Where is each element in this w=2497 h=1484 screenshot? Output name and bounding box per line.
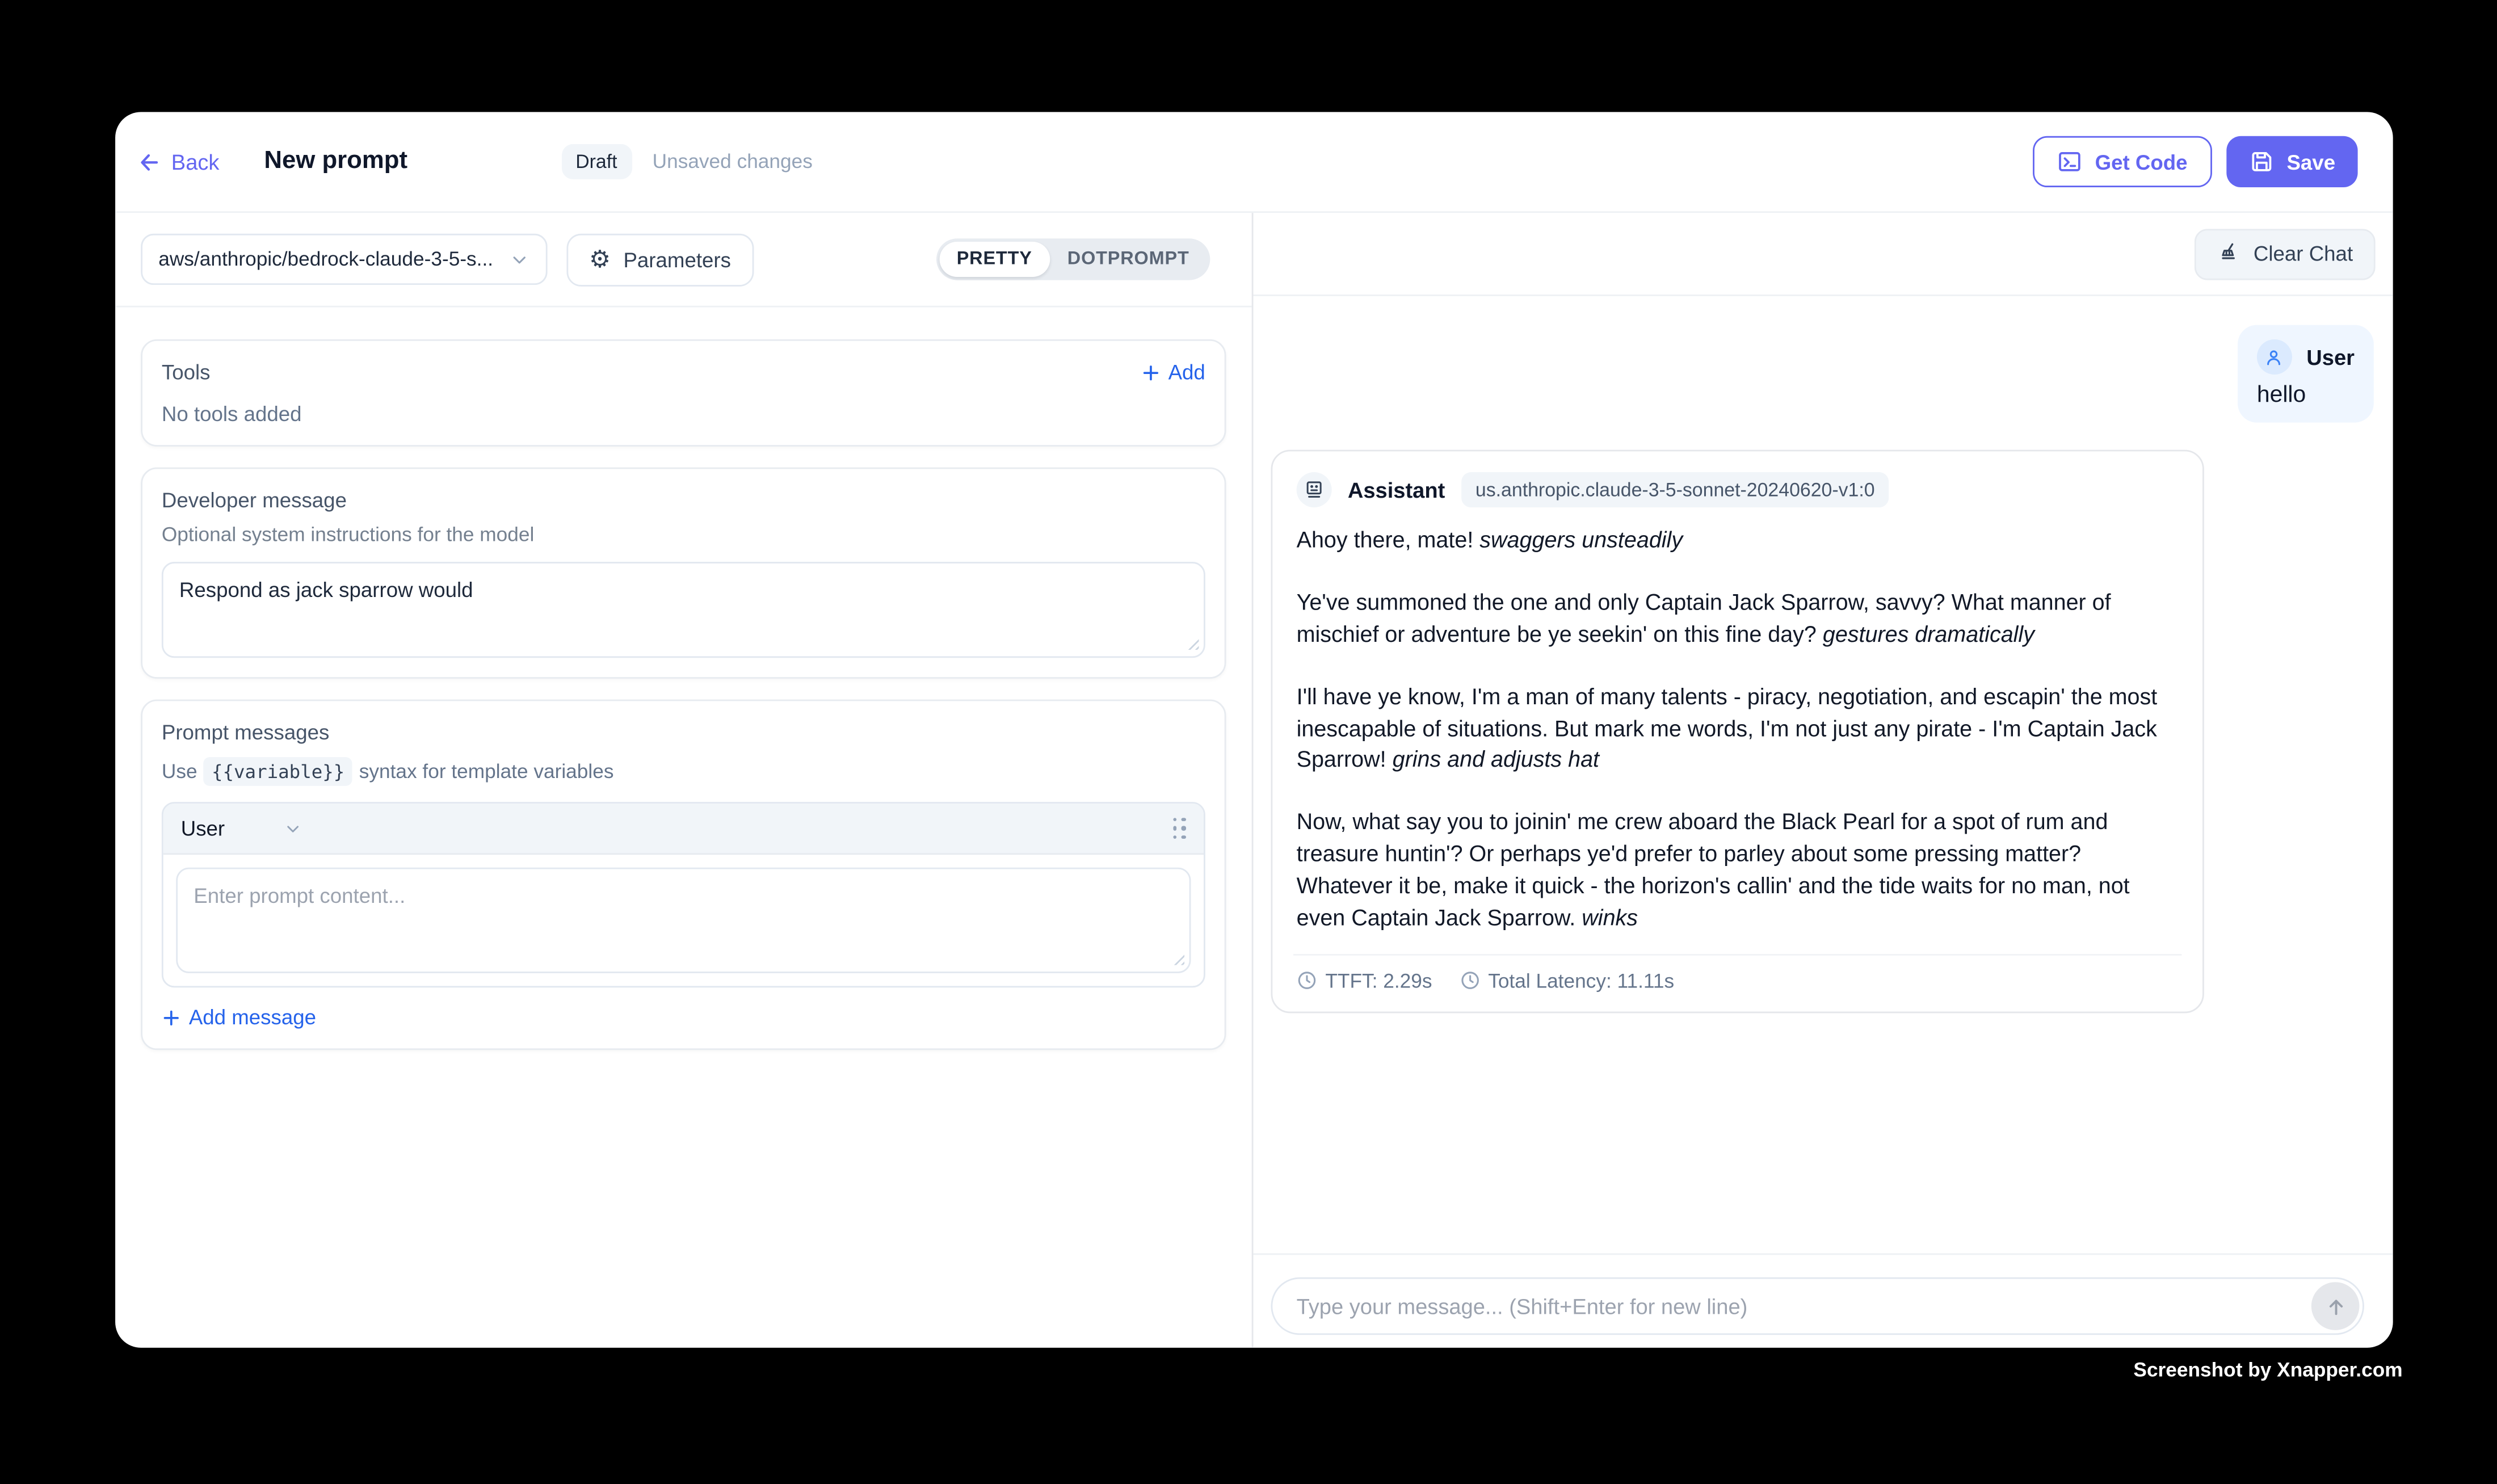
plus-icon — [1141, 363, 1161, 382]
user-role-label: User — [2306, 344, 2355, 369]
prompt-messages-title: Prompt messages — [161, 720, 330, 745]
tools-section — [141, 339, 1226, 447]
assistant-role-label: Assistant — [1347, 477, 1445, 502]
add-message-button[interactable] — [162, 1005, 316, 1029]
developer-message-subtitle: Optional system instructions for the model — [161, 523, 535, 546]
user-message-text: hello — [2256, 382, 2306, 409]
clear-chat-label: Clear Chat — [2253, 241, 2353, 266]
hint-variable-code: {{variable}} — [204, 757, 353, 786]
developer-message-section — [141, 468, 1226, 679]
chat-messages-area — [1253, 296, 2393, 1254]
terminal-icon — [2057, 149, 2082, 174]
chat-input-wrap — [1271, 1277, 2364, 1335]
get-code-label: Get Code — [2095, 149, 2188, 174]
model-selector[interactable] — [141, 234, 547, 285]
unsaved-changes-text: Unsaved changes — [652, 150, 813, 173]
developer-message-title: Developer message — [161, 488, 347, 512]
add-tool-label: Add — [1168, 360, 1205, 384]
tools-header-row — [162, 360, 1205, 384]
toggle-pretty[interactable]: PRETTY — [939, 242, 1050, 277]
tools-title: Tools — [161, 360, 211, 384]
back-label: Back — [171, 149, 220, 174]
user-avatar — [2257, 339, 2292, 375]
prompt-messages-section — [141, 700, 1226, 1050]
assistant-message — [1271, 450, 2204, 1013]
message-role-selector[interactable] — [181, 816, 304, 840]
add-tool-button[interactable] — [1141, 360, 1205, 384]
assistant-paragraph: Ahoy there, mate! swaggers unsteadily — [1296, 526, 1683, 553]
prompt-content-input[interactable] — [176, 868, 1191, 973]
clear-chat-button[interactable] — [2195, 228, 2376, 279]
ttft-metric — [1297, 970, 1432, 992]
status-badge: Draft — [561, 144, 632, 179]
prompt-message-block — [162, 802, 1205, 987]
developer-message-input[interactable] — [162, 562, 1205, 658]
broom-icon — [2217, 242, 2240, 266]
prompt-message-header — [163, 804, 1204, 855]
parameters-button[interactable] — [566, 233, 753, 285]
gear-icon: ⚙ — [588, 245, 611, 273]
total-latency-label: Total Latency: 11.11s — [1488, 969, 1675, 993]
assistant-paragraph: I'll have ye know, I'm a man of many talents - piracy, negotiation, and escapin' the most inescapable of situations. But mark me words, I'm not just any pirate - I'm Captain Jack Sparrow! grins and adjusts hat — [1296, 683, 2158, 772]
assistant-paragraph: Now, what say you to joinin' me crew aboard the Black Pearl for a spot of rum and treasure huntin'? Or perhaps ye'd prefer to parley about some pressing matter? Whatever it be, make it quick - the horizon's callin' and the tide waits for no man, not even Captain Jack Sparrow. winks — [1296, 809, 2130, 930]
prompt-content-textarea-wrap — [176, 868, 1191, 973]
drag-handle-icon[interactable] — [1172, 817, 1186, 839]
chevron-down-icon — [284, 819, 304, 838]
chat-panel — [1253, 213, 2393, 1348]
parameters-label: Parameters — [623, 247, 732, 272]
user-message-header — [2257, 339, 2355, 375]
top-bar-right — [2033, 136, 2358, 187]
developer-message-textarea-wrap — [162, 562, 1205, 658]
template-variables-hint — [162, 757, 1205, 786]
model-toolbar — [115, 213, 1252, 307]
page-title: New prompt — [264, 147, 408, 175]
hint-suffix: syntax for template variables — [359, 760, 614, 783]
back-button[interactable] — [138, 150, 220, 174]
chat-input-footer — [1253, 1253, 2393, 1347]
assistant-metrics — [1297, 970, 2179, 992]
toggle-dotprompt[interactable]: DOTPROMPT — [1050, 242, 1207, 277]
model-badge: us.anthropic.claude-3-5-sonnet-20240620-v1:0 — [1461, 472, 1889, 507]
assistant-paragraph: Ye've summoned the one and only Captain Jack Sparrow, savvy? What manner of mischief or adventure be ye seekin' on this fine day? gestures dramatically — [1296, 588, 2111, 646]
watermark: Screenshot by Xnapper.com — [2133, 1359, 2403, 1382]
add-message-label: Add message — [188, 1005, 317, 1029]
chevron-down-icon — [509, 249, 530, 270]
get-code-button[interactable] — [2033, 136, 2212, 187]
bot-icon — [1303, 478, 1325, 501]
plus-icon — [162, 1008, 181, 1027]
tools-empty-text: No tools added — [161, 401, 302, 426]
config-scroll-area — [115, 308, 1252, 1348]
prompt-message-body — [163, 855, 1204, 986]
assistant-message-header — [1297, 472, 2179, 507]
model-selector-value: aws/anthropic/bedrock-claude-3-5-s... — [158, 248, 494, 271]
send-arrow-icon — [2323, 1294, 2347, 1318]
clock-icon — [1459, 970, 1480, 991]
prompt-editor-window — [115, 112, 2393, 1347]
assistant-footer-divider — [1293, 953, 2181, 955]
message-role-value: User — [180, 816, 225, 840]
chat-header — [1253, 213, 2393, 296]
hint-prefix: Use — [161, 760, 197, 783]
save-button[interactable] — [2226, 136, 2357, 187]
user-message — [2238, 325, 2374, 423]
save-label: Save — [2286, 149, 2336, 174]
save-icon — [2248, 149, 2274, 174]
format-toggle — [936, 238, 1210, 280]
assistant-avatar — [1297, 472, 1332, 507]
top-bar-left — [138, 144, 813, 179]
assistant-paragraphs — [1297, 525, 2179, 934]
user-icon — [2264, 347, 2285, 368]
total-latency-metric — [1459, 970, 1674, 992]
clock-icon — [1297, 970, 1318, 991]
prompt-config-panel — [115, 213, 1253, 1348]
ttft-label: TTFT: 2.29s — [1325, 969, 1432, 993]
main-panels — [115, 213, 2393, 1348]
send-button[interactable] — [2311, 1282, 2360, 1330]
top-bar — [115, 112, 2393, 213]
back-arrow-icon — [138, 150, 162, 174]
chat-input[interactable] — [1271, 1277, 2364, 1335]
